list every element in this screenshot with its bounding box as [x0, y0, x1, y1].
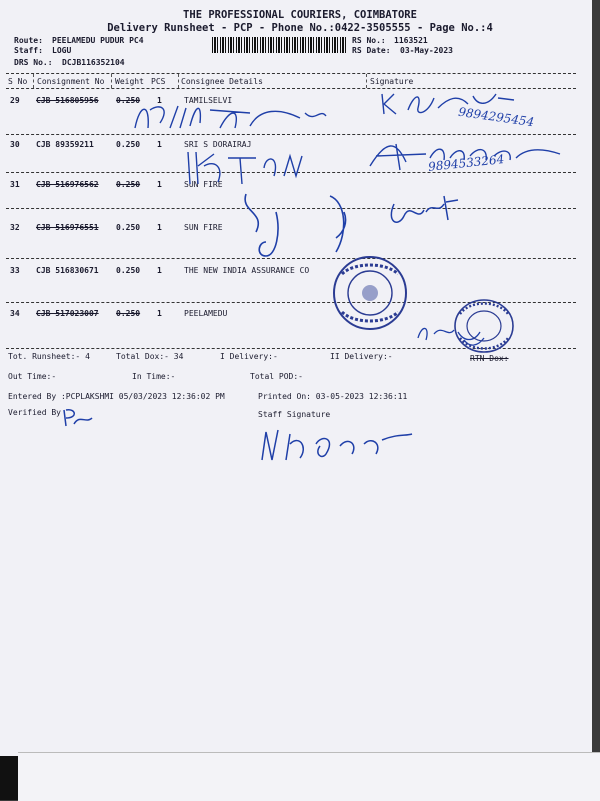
scan-shadow — [0, 756, 18, 800]
staff-signature-label: Staff Signature — [258, 410, 331, 419]
rs-no-value: 1163521 — [394, 36, 428, 45]
row-weight: 0.250 — [116, 96, 141, 105]
verified-by: Verified By — [8, 408, 61, 417]
row-weight: 0.250 — [116, 309, 141, 318]
row-consignment: CJB 516805956 — [36, 96, 99, 105]
staff-label: Staff: — [14, 46, 43, 55]
col-sep — [111, 74, 112, 88]
row-consignment: CJB 516976551 — [36, 223, 99, 232]
row-consignee: SUN FIRE — [184, 180, 223, 189]
row-consignee: SUN FIRE — [184, 223, 223, 232]
col-sep — [33, 74, 34, 88]
row-consignee: THE NEW INDIA ASSURANCE CO — [184, 266, 310, 275]
row-sno: 30 — [10, 140, 20, 149]
runsheet-subtitle: Delivery Runsheet - PCP - Phone No.:0422-3505555 - Page No.:4 — [107, 22, 493, 34]
rule — [6, 73, 576, 74]
row-consignment: CJB 516830671 — [36, 266, 99, 275]
row-consignee: SRI S DORAIRAJ — [184, 140, 252, 149]
ii-delivery: II Delivery:- — [330, 352, 393, 361]
out-time: Out Time:- — [8, 372, 57, 381]
col-consignee: Consignee Details — [181, 77, 263, 86]
col-weight: Weight — [115, 77, 144, 86]
handwriting-rows-31-32 — [236, 192, 376, 262]
signature-29 — [378, 86, 518, 118]
signature-31 — [384, 192, 464, 230]
row-pcs: 1 — [157, 223, 162, 232]
handwritten-phone-30: 9894533264 — [427, 152, 505, 174]
printed-on: Printed On: 03-05-2023 12:36:11 — [258, 392, 408, 401]
row-weight: 0.250 — [116, 180, 141, 189]
entered-by: Entered By :PCPLAKSHMI 05/03/2023 12:36:02 PM — [8, 392, 225, 401]
route-value: PEELAMEDU PUDUR PC4 — [52, 36, 144, 45]
row-sno: 33 — [10, 266, 20, 275]
in-time: In Time:- — [132, 372, 176, 381]
row-weight: 0.250 — [116, 223, 141, 232]
row-consignment: CJB 516976562 — [36, 180, 99, 189]
row-pcs: 1 — [157, 180, 162, 189]
staff-value: LOGU — [52, 46, 72, 55]
col-sep — [178, 74, 179, 88]
company-title: THE PROFESSIONAL COURIERS, COIMBATORE — [183, 9, 417, 21]
rs-date-label: RS Date: — [352, 46, 391, 55]
drs-label: DRS No.: — [14, 58, 53, 67]
row-weight: 0.250 — [116, 140, 141, 149]
row-sno: 31 — [10, 180, 20, 189]
col-sep — [366, 74, 367, 88]
total-dox: Total Dox:- 34 — [116, 352, 184, 361]
col-pcs: PCS — [151, 77, 166, 86]
row-consignment: CJB 517023007 — [36, 309, 99, 318]
row-pcs: 1 — [157, 96, 162, 105]
row-consignment: CJB 89359211 — [36, 140, 94, 149]
handwriting-consignee-29 — [130, 98, 330, 138]
row-consignee: TAMILSELVI — [184, 96, 233, 105]
row-pcs: 1 — [157, 266, 162, 275]
drs-value: DCJB116352104 — [62, 58, 125, 67]
total-pod: Total POD:- — [250, 372, 303, 381]
row-weight: 0.250 — [116, 266, 141, 275]
route-label: Route: — [14, 36, 43, 45]
row-consignee: PEELAMEDU — [184, 309, 228, 318]
col-signature: Signature — [370, 77, 414, 86]
tamilnad-mercantile-bank-stamp — [452, 296, 516, 360]
barcode — [212, 37, 346, 53]
tot-runsheet: Tot. Runsheet:- 4 — [8, 352, 90, 361]
i-delivery: I Delivery:- — [220, 352, 278, 361]
row-pcs: 1 — [157, 140, 162, 149]
handwritten-phone-29: 9894295454 — [457, 104, 535, 130]
handwriting-consignee-30 — [184, 148, 314, 188]
verified-by-signature — [60, 406, 100, 428]
rs-date-value: 03-May-2023 — [400, 46, 453, 55]
col-consignment: Consignment No — [37, 77, 105, 86]
row-sno: 29 — [10, 96, 20, 105]
rtn-dox: RTN Dox: — [470, 354, 509, 363]
rs-no-label: RS No.: — [352, 36, 386, 45]
row-sno: 34 — [10, 309, 20, 318]
the-new-india-assurance-co-stamp — [330, 254, 410, 336]
row-sno: 32 — [10, 223, 20, 232]
col-sno: S No — [8, 77, 28, 86]
staff-signature — [256, 424, 416, 464]
row-pcs: 1 — [157, 309, 162, 318]
signature-30 — [366, 136, 566, 172]
page-edge — [18, 752, 600, 801]
